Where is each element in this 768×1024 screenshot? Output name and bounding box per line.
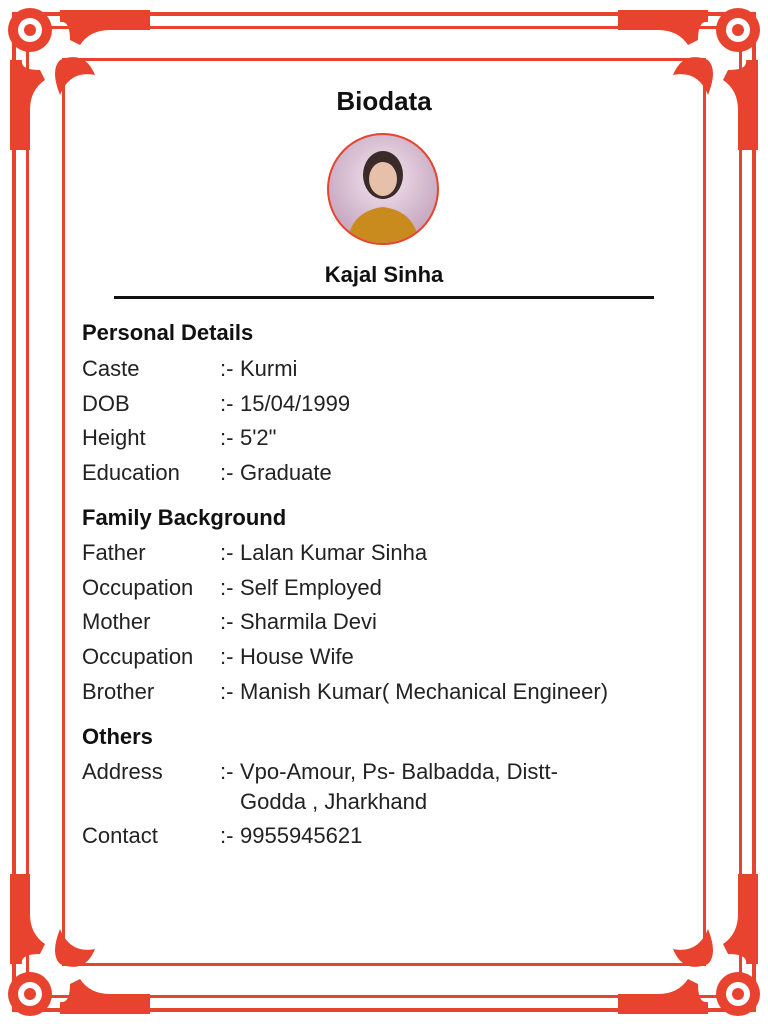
row-value: Lalan Kumar Sinha xyxy=(240,540,428,565)
row-separator: :- xyxy=(220,540,234,565)
corner-ornament-top-left xyxy=(0,0,160,160)
section-heading-others: Others xyxy=(82,724,153,749)
row-label: Father xyxy=(82,540,146,565)
row-value: Kurmi xyxy=(240,356,298,381)
row-label: Education xyxy=(82,460,180,485)
row-separator: :- xyxy=(220,356,234,381)
detail-row xyxy=(82,757,620,817)
row-value: Graduate xyxy=(240,460,332,485)
row-value: Vpo-Amour, Ps- Balbadda, Distt-Godda , Jharkhand xyxy=(240,759,558,814)
row-value: 9955945621 xyxy=(240,823,363,848)
detail-row xyxy=(82,354,700,384)
row-separator: :- xyxy=(220,823,234,848)
row-value: 5'2" xyxy=(240,425,277,450)
detail-row xyxy=(82,677,700,707)
section-heading-family: Family Background xyxy=(82,505,287,530)
row-separator: :- xyxy=(220,391,234,416)
corner-ornament-bottom-left xyxy=(0,864,160,1024)
row-separator: :- xyxy=(220,425,234,450)
row-label: Mother xyxy=(82,609,151,634)
row-label: Caste xyxy=(82,356,140,381)
row-separator: :- xyxy=(220,575,234,600)
row-value: Self Employed xyxy=(240,575,382,600)
row-value: House Wife xyxy=(240,644,354,669)
detail-row xyxy=(82,389,700,419)
page-title: Biodata xyxy=(336,86,432,116)
detail-row xyxy=(82,607,700,637)
row-value: Sharmila Devi xyxy=(240,609,377,634)
row-separator: :- xyxy=(220,679,234,704)
header-divider xyxy=(114,296,654,299)
row-value: 15/04/1999 xyxy=(240,391,351,416)
section-heading-personal: Personal Details xyxy=(82,320,254,345)
row-separator: :- xyxy=(220,460,234,485)
row-label: Brother xyxy=(82,679,155,704)
person-silhouette-icon xyxy=(329,135,437,243)
row-label: Address xyxy=(82,759,163,784)
detail-row xyxy=(82,642,700,672)
candidate-name: Kajal Sinha xyxy=(324,262,444,287)
corner-ornament-bottom-right xyxy=(608,864,768,1024)
profile-photo xyxy=(327,133,439,245)
row-value: Manish Kumar( Mechanical Engineer) xyxy=(240,679,609,704)
row-label: DOB xyxy=(82,391,130,416)
row-label: Contact xyxy=(82,823,158,848)
row-label: Height xyxy=(82,425,146,450)
row-label: Occupation xyxy=(82,644,194,669)
detail-row xyxy=(82,538,700,568)
row-separator: :- xyxy=(220,759,234,784)
corner-ornament-top-right xyxy=(608,0,768,160)
row-separator: :- xyxy=(220,644,234,669)
row-separator: :- xyxy=(220,609,234,634)
detail-row xyxy=(82,423,700,453)
detail-row xyxy=(82,573,700,603)
row-label: Occupation xyxy=(82,575,194,600)
detail-row xyxy=(82,458,700,488)
detail-row xyxy=(82,821,700,851)
